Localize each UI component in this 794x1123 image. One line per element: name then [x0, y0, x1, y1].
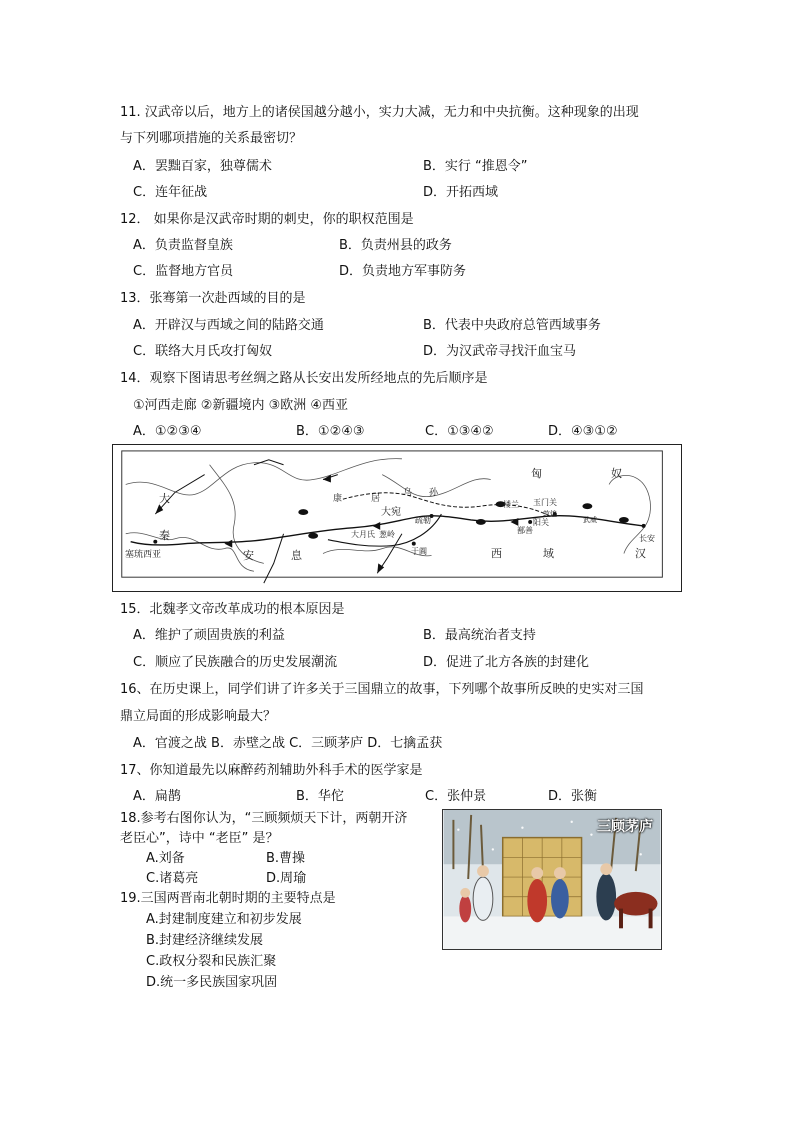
q14-option-c: C．①③④② — [425, 424, 494, 439]
map-label-han: 汉 — [635, 547, 646, 560]
q16-stem-line1: 16、在历史课上，同学们讲了许多关于三国鼎立的故事，下列哪个故事所反映的史实对三国 — [120, 682, 644, 697]
q11-option-b: B．实行 “推恩令” — [423, 159, 528, 174]
map-label-changan: 长安 — [639, 534, 655, 543]
three-visits-illustration — [442, 809, 662, 950]
map-label-wuwei: 武威 — [583, 516, 597, 524]
q11-stem-line2: 与下列哪项措施的关系最密切？ — [120, 131, 303, 146]
q12-stem: 12． 如果你是汉武帝时期的刺史，你的职权范围是 — [120, 212, 414, 227]
q17-stem: 17、你知道最先以麻醉药剂辅助外科手术的医学家是 — [120, 763, 423, 778]
q17-option-d: D．张衡 — [548, 789, 598, 804]
map-label-yangguan: 阳关 — [533, 518, 549, 527]
q11-stem-line1: 11. 汉武帝以后，地方上的诸侯国越分越小，实力大减，无力和中央抗衡。这种现象的出现 — [120, 105, 639, 120]
q18-option-a: A.刘备 — [146, 851, 185, 866]
map-label-xi2: 西 — [491, 547, 502, 560]
q12-option-a: A．负责监督皇族 — [133, 238, 233, 253]
q14-option-d: D．④③①② — [548, 424, 618, 439]
q14-option-a: A．①②③④ — [133, 424, 202, 439]
q18-stem-line2: 老臣心”，诗中 “老臣” 是？ — [120, 831, 279, 846]
illustration-caption: 三顾茅庐 — [597, 819, 653, 835]
q13-option-d: D．为汉武帝寻找汗血宝马 — [423, 344, 577, 359]
map-label-qin: 秦 — [159, 529, 170, 542]
q15-option-d: D．促进了北方各族的封建化 — [423, 655, 590, 670]
q19-option-a: A.封建制度建立和初步发展 — [146, 912, 302, 927]
q12-option-d: D．负责地方军事防务 — [339, 264, 467, 279]
q19-stem: 19.三国两晋南北朝时期的主要特点是 — [120, 891, 336, 906]
map-label-an: 安 — [243, 549, 254, 562]
q18-stem-line1: 18.参考右图你认为，“三顾频烦天下计，两朝开济 — [120, 811, 408, 826]
q14-items: ①河西走廊 ②新疆境内 ③欧洲 ④西亚 — [133, 398, 349, 413]
q15-option-c: C．顺应了民族融合的历史发展潮流 — [133, 655, 338, 670]
q16-stem-line2: 鼎立局面的形成影响最大？ — [120, 709, 277, 724]
q11-option-a: A．罢黜百家，独尊儒术 — [133, 159, 272, 174]
q17-option-a: A．扁鹊 — [133, 789, 181, 804]
q13-option-c: C．联络大月氏攻打匈奴 — [133, 344, 273, 359]
map-label-loulan: 楼兰 — [503, 500, 519, 509]
map-label-yu: 域 — [543, 547, 554, 560]
map-label-xiongnu-1: 匈 — [531, 467, 542, 480]
map-label-shanshan: 鄯善 — [517, 526, 533, 535]
q14-option-b: B．①②④③ — [296, 424, 365, 439]
q19-option-d: D.统一多民族国家巩固 — [146, 975, 278, 990]
q13-option-a: A．开辟汉与西域之间的陆路交通 — [133, 318, 324, 333]
q18-option-d: D.周瑜 — [266, 871, 307, 886]
q17-option-b: B．华佗 — [296, 789, 344, 804]
q15-stem: 15．北魏孝文帝改革成功的根本原因是 — [120, 602, 345, 617]
map-label-dayuezhi: 大月氏 — [351, 530, 375, 539]
map-label-kang: 康 — [333, 494, 343, 504]
map-label-da: 大 — [159, 492, 170, 505]
q11-option-d: D．开拓西域 — [423, 185, 499, 200]
map-label-wu: 乌 — [403, 488, 413, 498]
q18-option-c: C.诸葛亮 — [146, 871, 199, 886]
q16-options: A．官渡之战 B．赤壁之战 C．三顾茅庐 D．七擒孟获 — [133, 736, 443, 751]
q12-option-c: C．监督地方官员 — [133, 264, 234, 279]
q19-option-b: B.封建经济继续发展 — [146, 933, 264, 948]
q18-option-b: B.曹操 — [266, 851, 306, 866]
q14-stem: 14．观察下图请思考丝绸之路从长安出发所经地点的先后顺序是 — [120, 371, 488, 386]
map-label-pamir: 葱岭 — [379, 530, 395, 539]
map-label-sun: 孙 — [429, 488, 439, 498]
map-label-seleucid: 塞琉西亚 — [125, 550, 162, 560]
q11-option-c: C．连年征战 — [133, 185, 208, 200]
map-label-xiongnu-2: 奴 — [611, 467, 622, 480]
q13-stem: 13．张骞第一次赴西域的目的是 — [120, 291, 306, 306]
q19-option-c: C.政权分裂和民族汇聚 — [146, 954, 277, 969]
q12-option-b: B．负责州县的政务 — [339, 238, 452, 253]
map-label-yutian: 于阗 — [411, 547, 427, 556]
map-label-dunhuang: 敦煌 — [543, 510, 557, 518]
map-label-dayuan: 大宛 — [381, 507, 401, 518]
q13-option-b: B．代表中央政府总管西域事务 — [423, 318, 601, 333]
map-label-yumenguan: 玉门关 — [533, 498, 557, 507]
q15-option-b: B．最高统治者支持 — [423, 628, 536, 643]
silk-road-map — [112, 444, 682, 592]
map-label-ju: 居 — [371, 494, 381, 504]
q17-option-c: C．张仲景 — [425, 789, 487, 804]
map-label-xi: 息 — [291, 549, 302, 562]
q15-option-a: A．维护了顽固贵族的利益 — [133, 628, 285, 643]
map-label-shule: 疏勒 — [415, 516, 431, 525]
